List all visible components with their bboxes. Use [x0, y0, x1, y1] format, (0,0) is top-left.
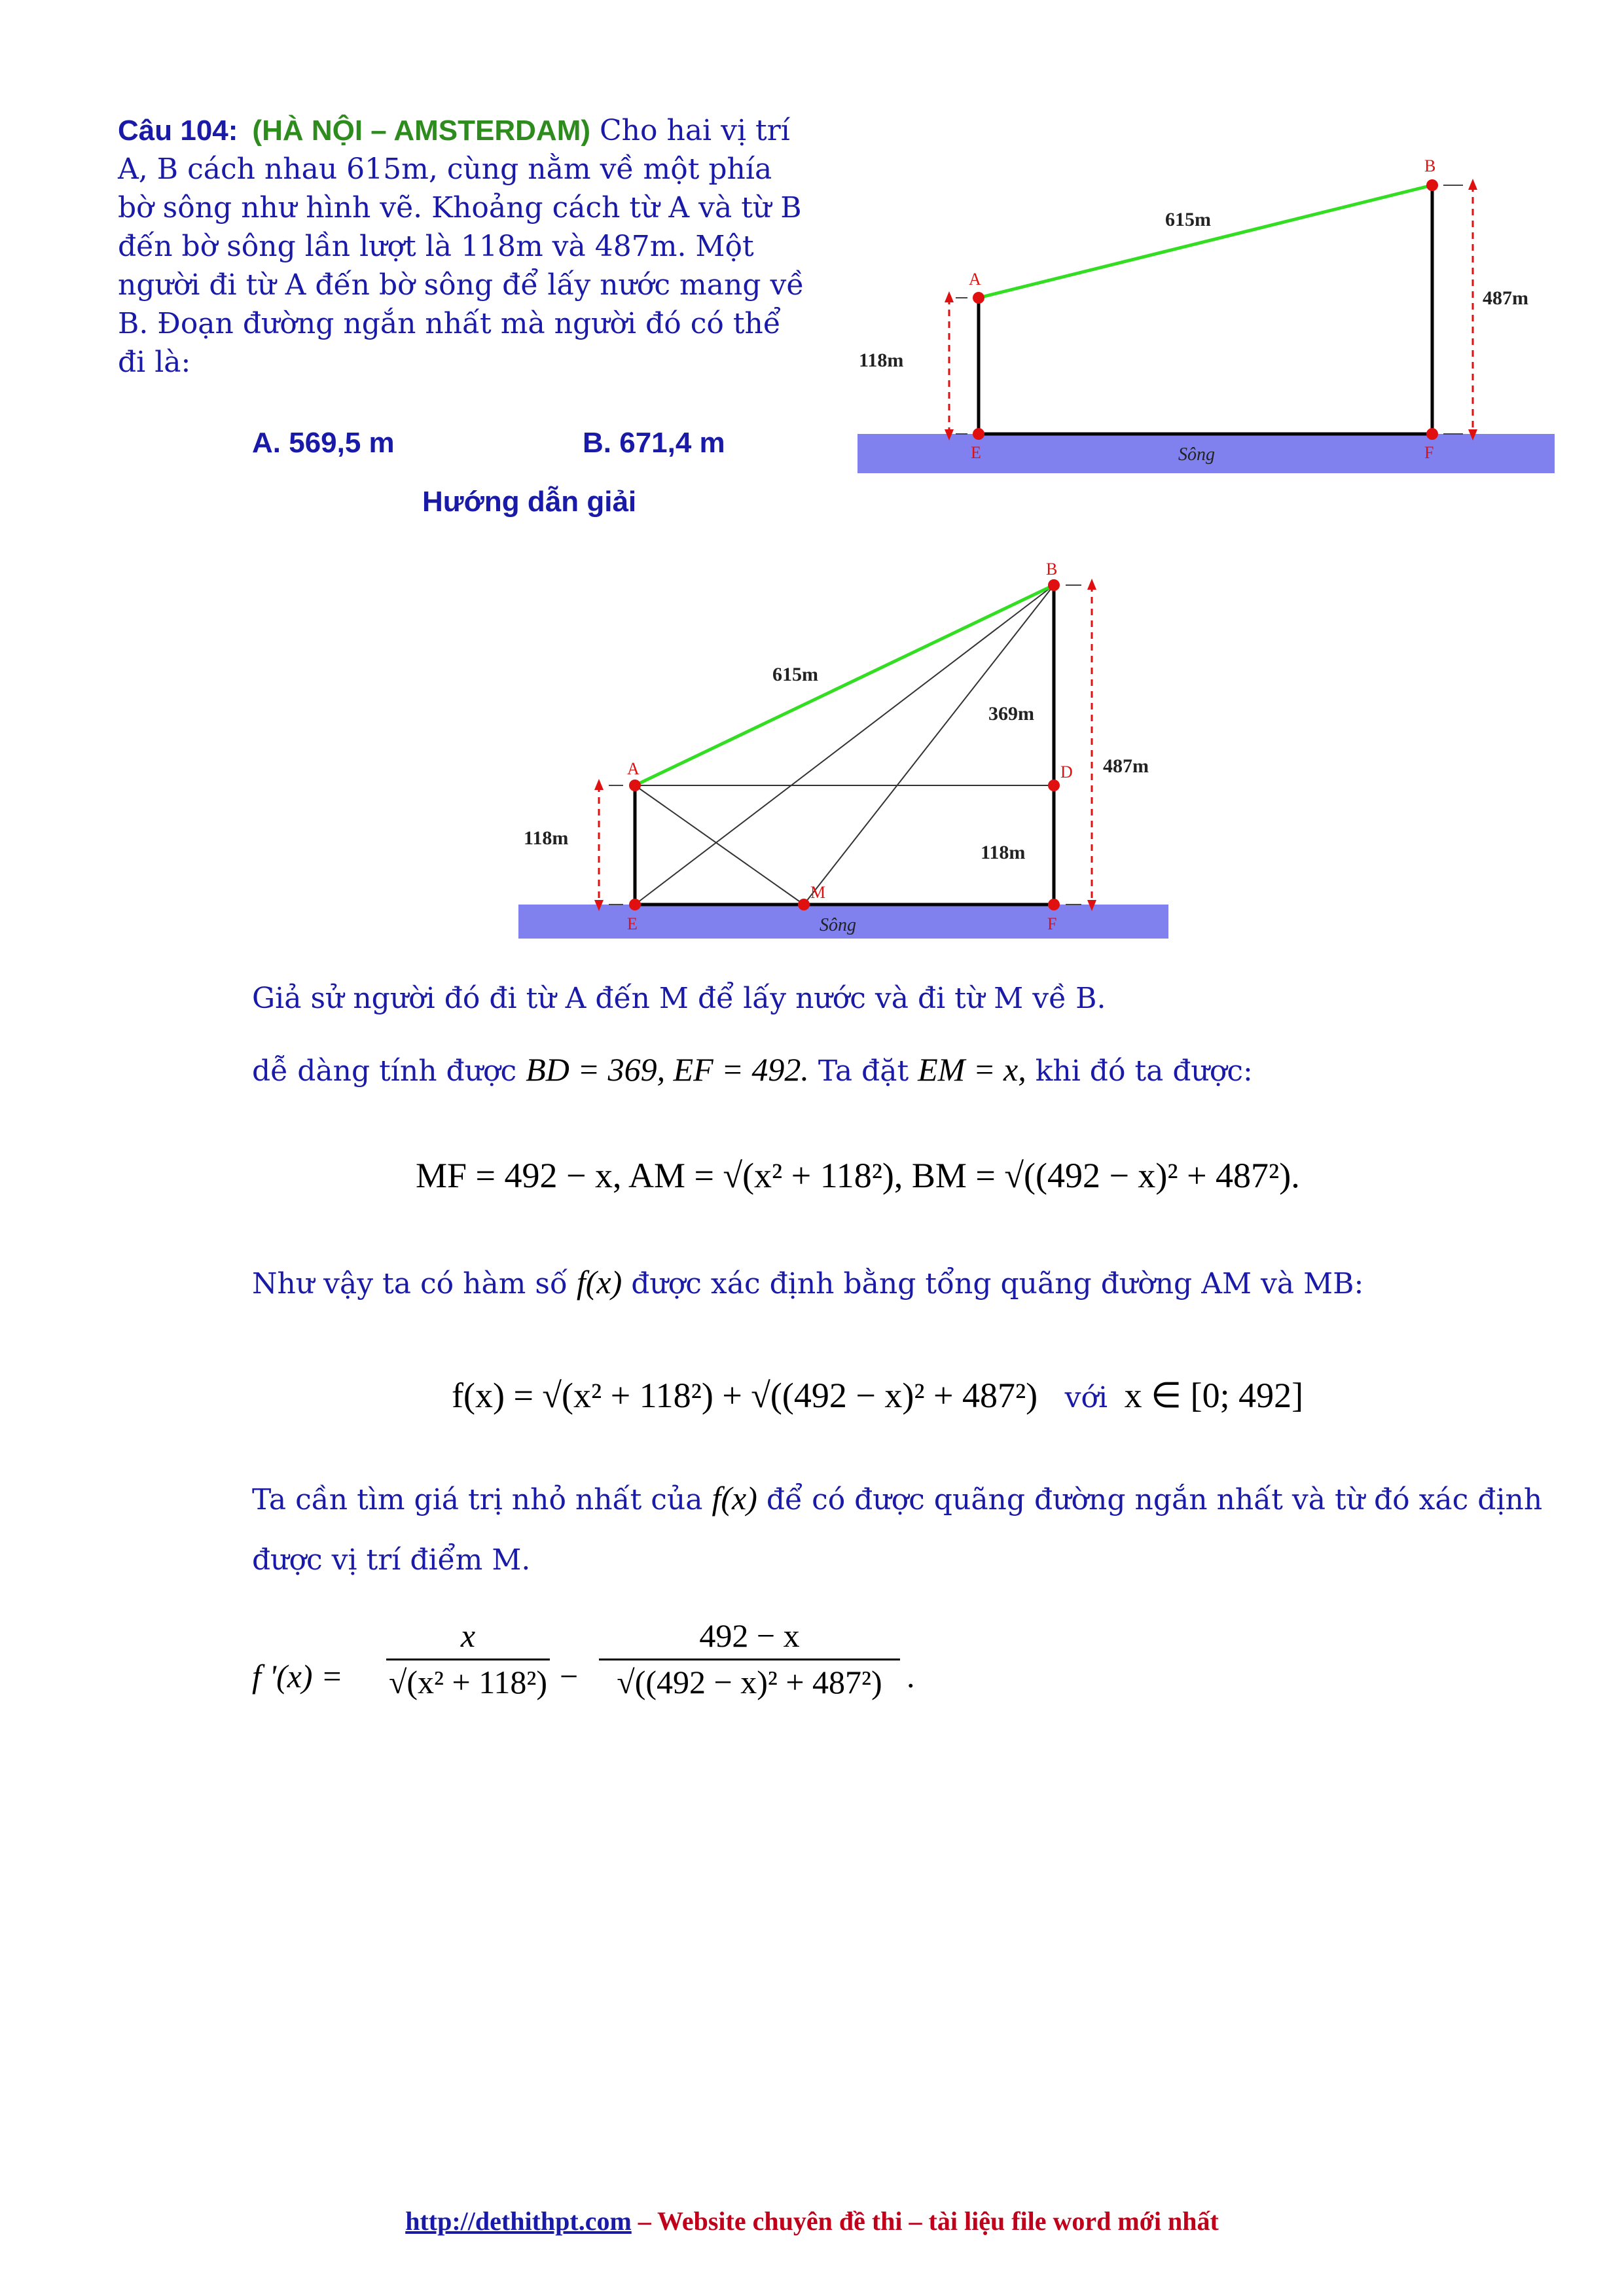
solution-p1: Giả sử người đó đi từ A đến M để lấy nước và đi từ M về B. [252, 982, 1106, 1015]
label-487: 487m [1483, 287, 1528, 309]
dim-b-arrow-top [1087, 579, 1096, 590]
p2-tail: khi đó ta được: [1035, 1054, 1253, 1088]
segment-ab [635, 585, 1054, 785]
label-e: E [627, 914, 638, 933]
label-a: A [969, 270, 981, 289]
p3-tail: được xác định bằng tổng quãng đường AM và MB: [631, 1267, 1364, 1300]
eq2-cond-word: với [1064, 1381, 1108, 1414]
point-m-dot [798, 899, 810, 910]
eq3-num2: 492 − x [699, 1617, 800, 1654]
label-f: F [1047, 914, 1057, 933]
p2-lead: dễ dàng tính được [252, 1054, 517, 1088]
p3-lead: Như vậy ta có hàm số [252, 1267, 568, 1300]
label-118-df: 118m [981, 842, 1026, 863]
label-118-a: 118m [524, 827, 569, 849]
label-615: 615m [1165, 209, 1211, 230]
question-source: (HÀ NỘI – AMSTERDAM) [252, 115, 590, 147]
dim-a-arrow-top [945, 291, 954, 302]
p2-math: BD = 369, EF = 492. [526, 1051, 809, 1088]
label-d: D [1060, 762, 1073, 781]
p4-lead: Ta cần tìm giá trị nhỏ nhất của [252, 1483, 703, 1516]
option-b: B. 671,4 m [583, 427, 725, 459]
dim-a-arrow-top [594, 779, 604, 790]
solution-p4-line2: được vị trí điểm M. [252, 1543, 531, 1577]
solution-p2 [252, 1050, 1253, 1088]
eq3-den2: √((492 − x)² + 487²) [599, 1659, 900, 1701]
footer [0, 2206, 1624, 2236]
eq3-num1: x [460, 1617, 476, 1654]
point-a-dot [629, 780, 641, 791]
segment-ab [979, 185, 1432, 298]
label-a: A [627, 759, 640, 778]
solution-p3 [252, 1263, 1363, 1301]
equation-2 [452, 1374, 1303, 1416]
question-text: Cho hai vị trí A, B cách nhau 615m, cùng nằm về một phía bờ sông như hình vẽ. Khoảng cách từ A và từ B đến bờ sông lần lượt là 118m và 487m. Một người đi từ A đến bờ sông để lấy nước mang về B. Đoạn đường ngắn nhất mà người đó có thể đi là: [118, 114, 804, 379]
point-b-dot [1426, 179, 1438, 191]
question-label: Câu 104: [118, 115, 238, 147]
label-118: 118m [859, 350, 904, 371]
eq3-end: . [907, 1658, 915, 1695]
footer-link[interactable]: http://dethithpt.com [405, 2206, 632, 2236]
solution-p4 [252, 1479, 1542, 1517]
point-e-dot [973, 428, 984, 440]
figure-1 [851, 144, 1564, 484]
dim-b-arrow-top [1468, 179, 1477, 190]
eq3-den1: √(x² + 118²) [386, 1659, 550, 1701]
eq3-minus: − [560, 1658, 579, 1695]
eq3-frac2 [599, 1617, 900, 1701]
point-f-dot [1426, 428, 1438, 440]
point-d-dot [1048, 780, 1060, 791]
label-e: E [971, 443, 981, 462]
p4-tail: để có được quãng đường ngắn nhất và từ đó xác định [766, 1483, 1543, 1516]
eq2-cond: x ∈ [0; 492] [1124, 1376, 1304, 1415]
label-b: B [1424, 156, 1436, 175]
segment-am [635, 785, 804, 905]
eq3-frac1 [386, 1617, 550, 1701]
label-487: 487m [1103, 755, 1149, 777]
point-a-dot [973, 292, 984, 304]
figure-2 [511, 556, 1178, 949]
p2-math2: EM = x, [918, 1051, 1026, 1088]
label-369: 369m [988, 703, 1034, 725]
label-b: B [1046, 560, 1058, 579]
point-b-dot [1048, 579, 1060, 591]
label-f: F [1424, 443, 1434, 462]
p3-fx: f(x) [576, 1264, 623, 1300]
p2-mid: Ta đặt [818, 1054, 909, 1088]
equation-1: MF = 492 − x, AM = √(x² + 118²), BM = √((492 − x)² + 487²). [416, 1156, 1300, 1195]
label-song: Sông [820, 915, 856, 935]
label-615: 615m [772, 664, 818, 685]
question-block [118, 111, 812, 382]
point-e-dot [629, 899, 641, 910]
equation-3 [252, 1617, 1038, 1767]
footer-text: – Website chuyên đề thi – tài liệu file word mới nhất [631, 2206, 1219, 2236]
point-f-dot [1048, 899, 1060, 910]
label-song: Sông [1178, 444, 1215, 465]
eq2-body: f(x) = √(x² + 118²) + √((492 − x)² + 487²) [452, 1376, 1038, 1415]
option-a: A. 569,5 m [252, 427, 395, 459]
solution-heading: Hướng dẫn giải [422, 486, 637, 518]
eq3-lhs: f '(x) = [252, 1658, 343, 1695]
label-m: M [810, 883, 826, 902]
p4-fx: f(x) [712, 1480, 757, 1516]
